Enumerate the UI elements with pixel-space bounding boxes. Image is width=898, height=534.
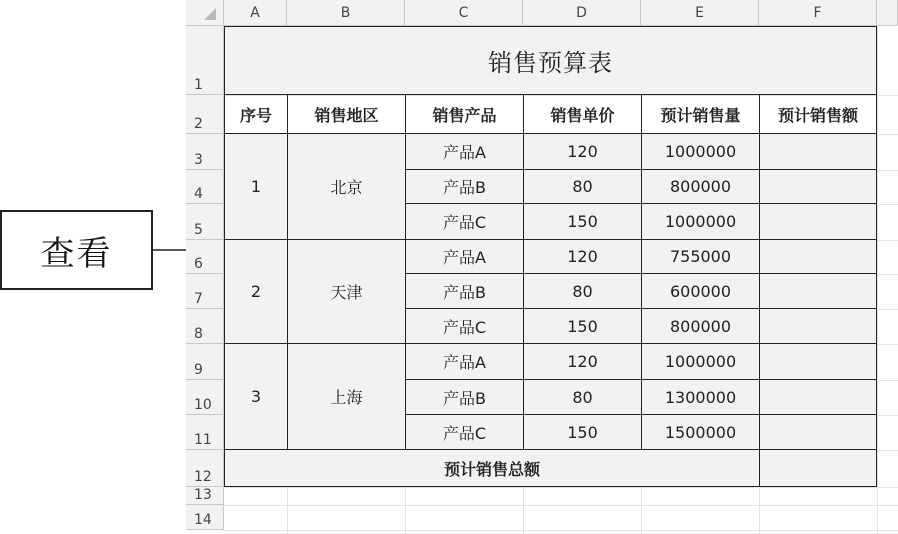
column-header-b[interactable]: B — [287, 0, 405, 26]
cell-price[interactable]: 120 — [523, 134, 641, 170]
column-header-f[interactable]: F — [759, 0, 877, 26]
cell-product[interactable]: 产品B — [405, 170, 523, 204]
cell-price[interactable]: 80 — [523, 380, 641, 415]
row-header-5[interactable]: 5 — [186, 204, 224, 240]
cell-region[interactable]: 天津 — [287, 240, 405, 344]
cell-product[interactable]: 产品B — [405, 274, 523, 309]
column-header-filler — [877, 0, 898, 26]
row-header-13[interactable]: 13 — [186, 487, 224, 505]
row-header-10[interactable]: 10 — [186, 380, 224, 415]
row-header-1[interactable]: 1 — [186, 26, 224, 95]
cell-sales-amount[interactable] — [759, 134, 877, 170]
cell-quantity[interactable]: 600000 — [641, 274, 759, 309]
column-header-c[interactable]: C — [405, 0, 523, 26]
cell-region[interactable]: 北京 — [287, 134, 405, 240]
cell-price[interactable]: 150 — [523, 309, 641, 344]
cell-quantity[interactable]: 800000 — [641, 170, 759, 204]
cell-quantity[interactable]: 1000000 — [641, 204, 759, 240]
cell-sales-amount[interactable] — [759, 344, 877, 380]
sheet-title[interactable]: 销售预算表 — [224, 26, 877, 95]
cell-product[interactable]: 产品A — [405, 134, 523, 170]
cell-index[interactable]: 3 — [224, 344, 287, 450]
cell-index[interactable]: 1 — [224, 134, 287, 240]
row-header-6[interactable]: 6 — [186, 240, 224, 274]
column-header-d[interactable]: D — [523, 0, 641, 26]
cell-product[interactable]: 产品C — [405, 415, 523, 450]
column-header-e[interactable]: E — [641, 0, 759, 26]
cell-price[interactable]: 80 — [523, 170, 641, 204]
cell-quantity[interactable]: 755000 — [641, 240, 759, 274]
callout-label: 查看 — [40, 233, 113, 274]
cell-quantity[interactable]: 800000 — [641, 309, 759, 344]
column-title-3[interactable]: 销售产品 — [405, 95, 523, 134]
gridline-horizontal — [224, 530, 898, 531]
cell-product[interactable]: 产品C — [405, 204, 523, 240]
cell-quantity[interactable]: 1500000 — [641, 415, 759, 450]
cell-quantity[interactable]: 1000000 — [641, 344, 759, 380]
cell-price[interactable]: 120 — [523, 240, 641, 274]
row-header-4[interactable]: 4 — [186, 170, 224, 204]
gridline-horizontal — [224, 505, 898, 506]
row-header-8[interactable]: 8 — [186, 309, 224, 344]
row-header-3[interactable]: 3 — [186, 134, 224, 170]
row-header-9[interactable]: 9 — [186, 344, 224, 380]
cell-product[interactable]: 产品A — [405, 240, 523, 274]
cell-region[interactable]: 上海 — [287, 344, 405, 450]
cell-sales-amount[interactable] — [759, 170, 877, 204]
cell-sales-amount[interactable] — [759, 240, 877, 274]
gridline-horizontal — [224, 487, 898, 488]
row-header-2[interactable]: 2 — [186, 95, 224, 134]
row-header-7[interactable]: 7 — [186, 274, 224, 309]
cell-quantity[interactable]: 1300000 — [641, 380, 759, 415]
row-header-11[interactable]: 11 — [186, 415, 224, 450]
column-title-5[interactable]: 预计销售量 — [641, 95, 759, 134]
cell-quantity[interactable]: 1000000 — [641, 134, 759, 170]
spreadsheet — [186, 0, 898, 534]
column-title-6[interactable]: 预计销售额 — [759, 95, 877, 134]
cell-price[interactable]: 150 — [523, 204, 641, 240]
cell-sales-amount[interactable] — [759, 309, 877, 344]
total-value-cell[interactable] — [759, 450, 877, 487]
column-title-2[interactable]: 销售地区 — [287, 95, 405, 134]
total-label-cell[interactable]: 预计销售总额 — [224, 450, 759, 487]
row-header-12[interactable]: 12 — [186, 450, 224, 487]
cell-sales-amount[interactable] — [759, 415, 877, 450]
column-title-1[interactable]: 序号 — [224, 95, 287, 134]
cell-product[interactable]: 产品A — [405, 344, 523, 380]
row-header-14[interactable]: 14 — [186, 505, 224, 530]
column-title-4[interactable]: 销售单价 — [523, 95, 641, 134]
cell-price[interactable]: 150 — [523, 415, 641, 450]
select-all-triangle-icon — [186, 0, 224, 26]
cell-sales-amount[interactable] — [759, 274, 877, 309]
cell-product[interactable]: 产品C — [405, 309, 523, 344]
cell-index[interactable]: 2 — [224, 240, 287, 344]
cell-price[interactable]: 80 — [523, 274, 641, 309]
callout-box — [0, 210, 153, 290]
cell-product[interactable]: 产品B — [405, 380, 523, 415]
cell-sales-amount[interactable] — [759, 204, 877, 240]
cell-price[interactable]: 120 — [523, 344, 641, 380]
cell-sales-amount[interactable] — [759, 380, 877, 415]
column-header-a[interactable]: A — [224, 0, 287, 26]
gridline-vertical — [877, 26, 878, 534]
